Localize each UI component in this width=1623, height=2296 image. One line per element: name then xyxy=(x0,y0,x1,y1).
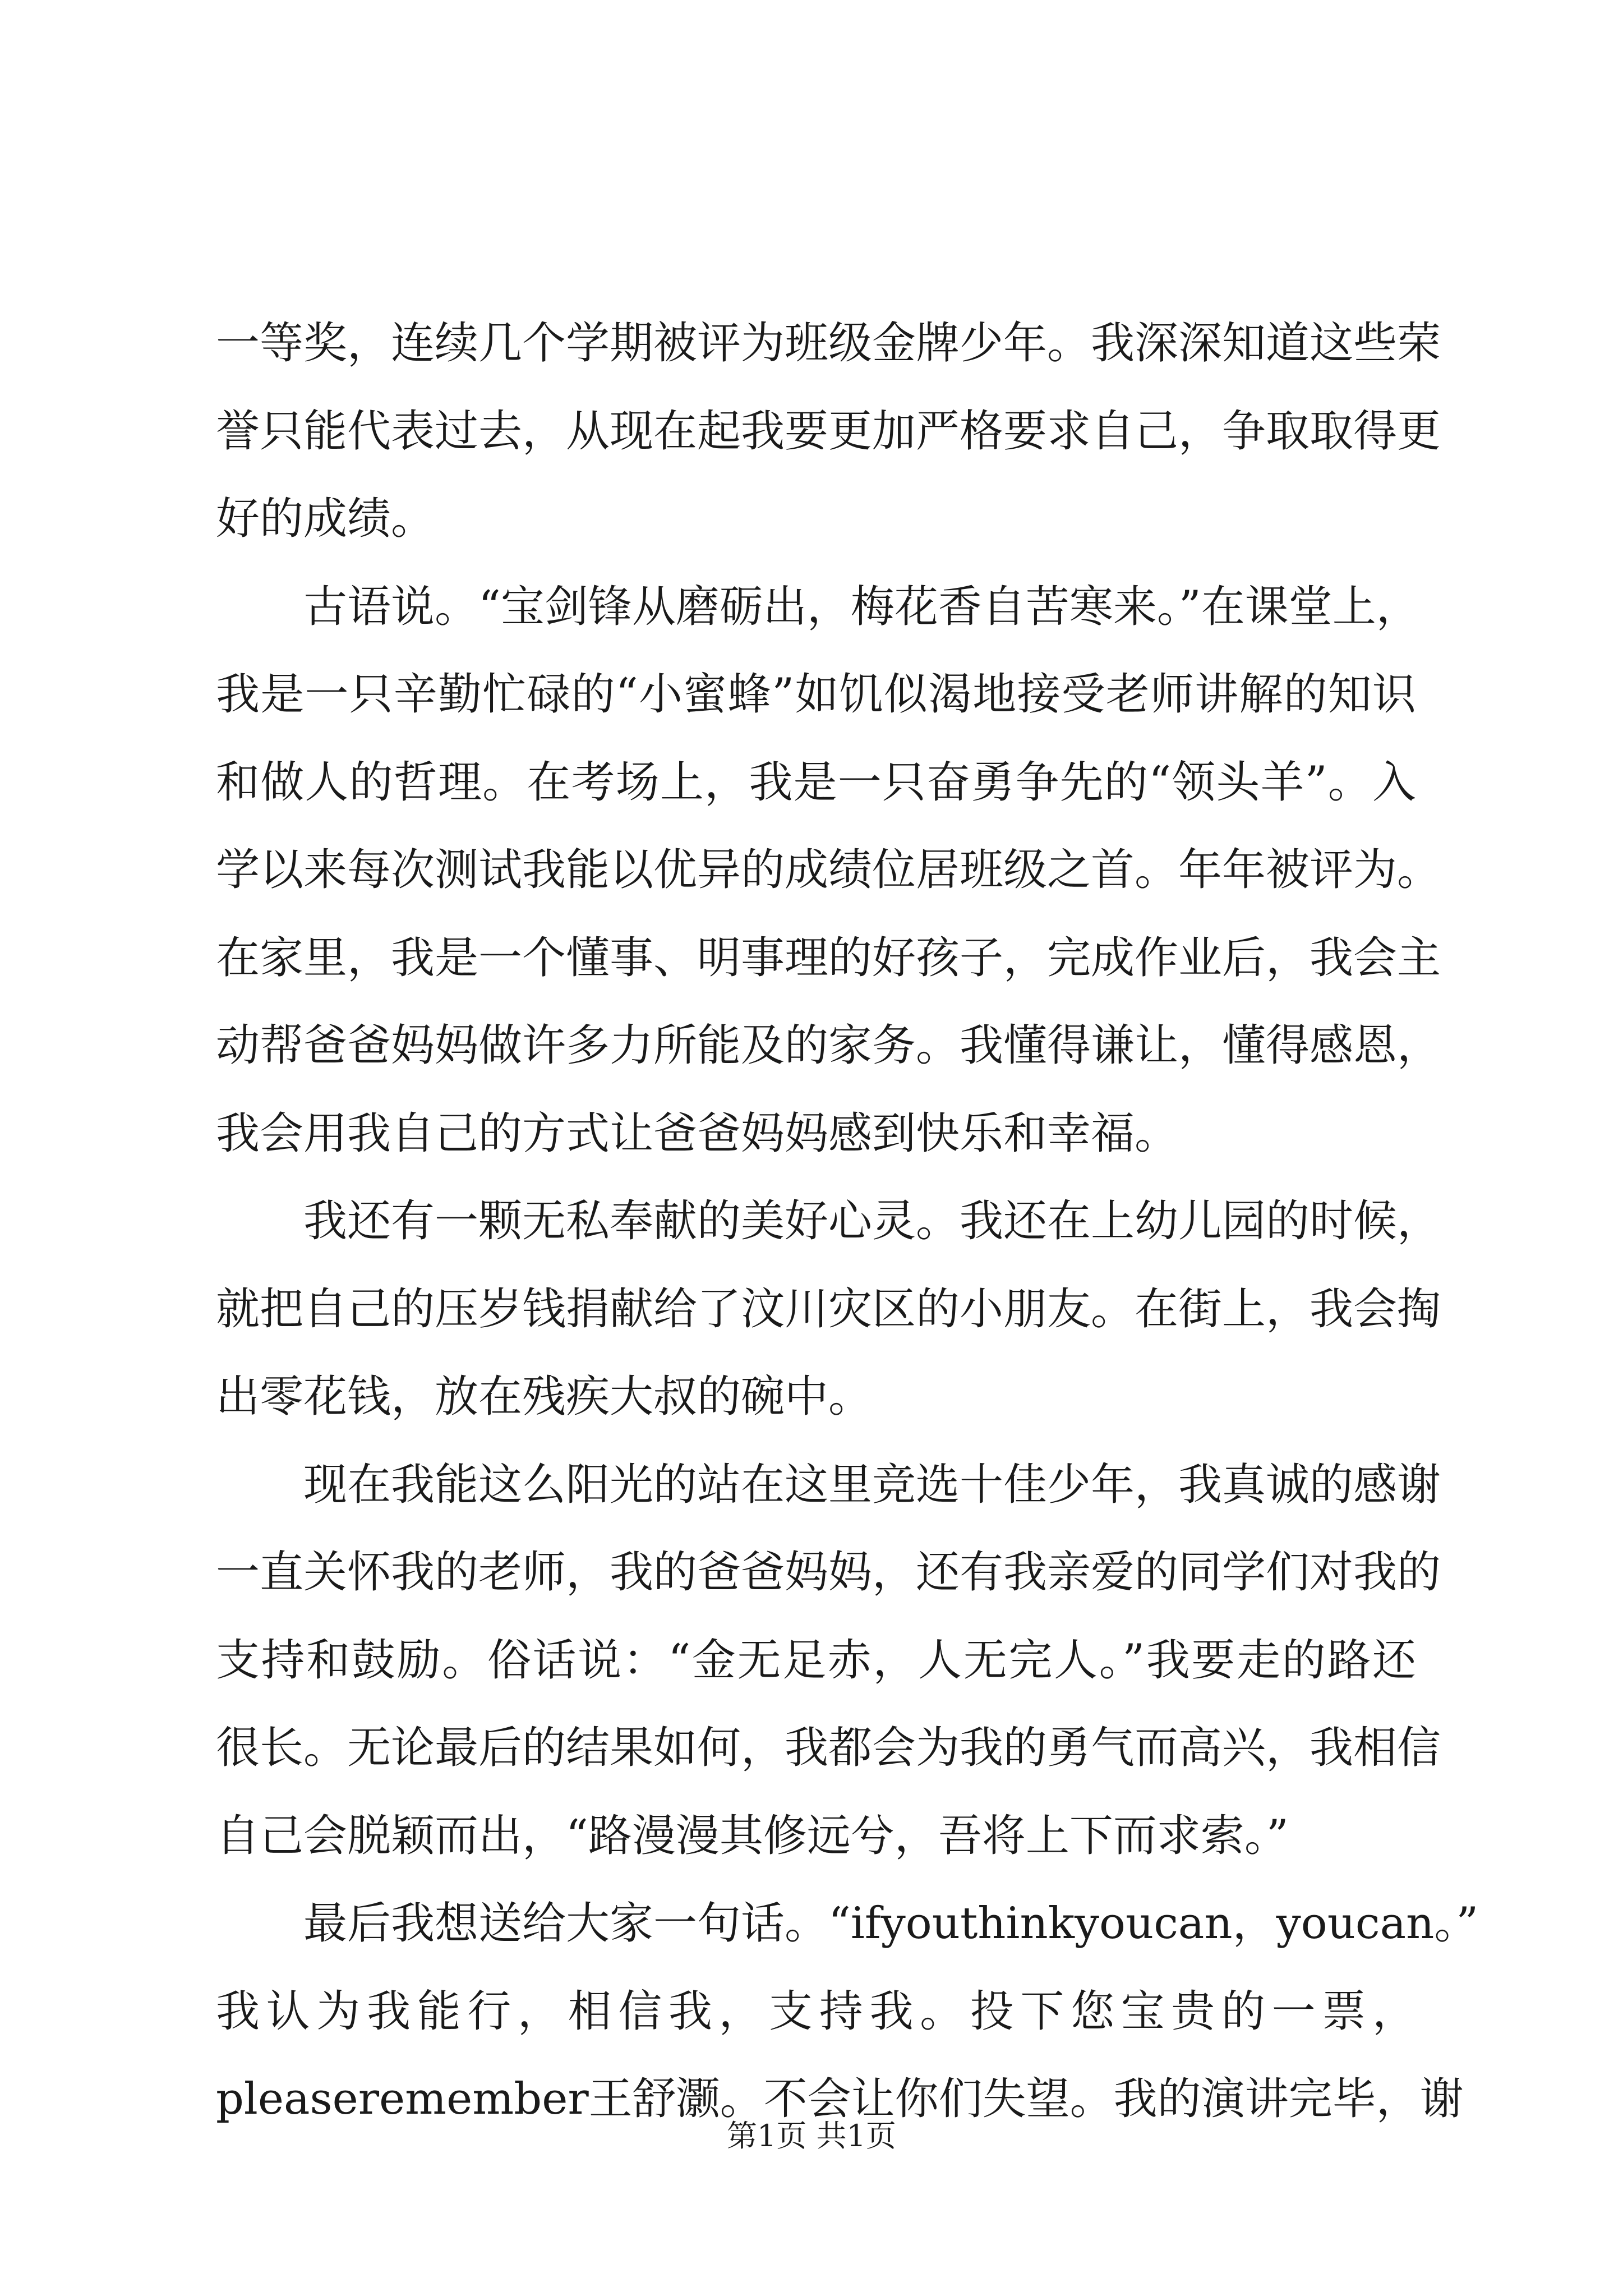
text-line: 我还有一颗无私奉献的美好心灵。我还在上幼儿园的时候， xyxy=(303,1196,1441,1246)
document-body xyxy=(216,300,1479,2143)
text-line: 好的成绩。 xyxy=(216,494,435,544)
text-line: 我会用我自己的方式让爸爸妈妈感到快乐和幸福。 xyxy=(216,1108,1179,1159)
text-line: 自己会脱颖而出，“路漫漫其修远兮，吾将上下而求索。” xyxy=(216,1810,1289,1861)
text-line: 最后我想送给大家一句话。“ifyouthinkyoucan，youcan。” xyxy=(303,1898,1479,1949)
text-line: 一等奖，连续几个学期被评为班级金牌少年。我深深知道这些荣 xyxy=(216,318,1441,369)
text-line: 誉只能代表过去，从现在起我要更加严格要求自己，争取取得更 xyxy=(216,406,1441,457)
paragraph-5 xyxy=(216,1880,1479,2143)
paragraph-1 xyxy=(216,300,1441,563)
text-line: 一直关怀我的老师，我的爸爸妈妈，还有我亲爱的同学们对我的 xyxy=(216,1547,1441,1598)
text-line: 就把自己的压岁钱捐献给了汶川灾区的小朋友。在街上，我会掏 xyxy=(216,1283,1441,1335)
text-line: 很长。无论最后的结果如何，我都会为我的勇气而高兴，我相信 xyxy=(216,1723,1441,1773)
text-line: 在家里，我是一个懂事、明事理的好孩子，完成作业后，我会主 xyxy=(216,932,1441,983)
text-line: 我认为我能行，相信我，支持我。投下您宝贵的一票， xyxy=(216,1986,1416,2037)
paragraph-4 xyxy=(216,1441,1441,1880)
text-line: 动帮爸爸妈妈做许多力所能及的家务。我懂得谦让，懂得感恩， xyxy=(216,1020,1441,1071)
paragraph-2 xyxy=(216,563,1441,1178)
page-footer: 第1页 共1页 xyxy=(727,2118,896,2154)
paragraph-3 xyxy=(216,1177,1441,1441)
text-line: 出零花钱，放在残疾大叔的碗中。 xyxy=(216,1372,873,1422)
text-line: 现在我能这么阳光的站在这里竞选十佳少年，我真诚的感谢 xyxy=(303,1459,1441,1510)
text-line: 和做人的哲理。在考场上，我是一只奋勇争先的“领头羊”。入 xyxy=(216,757,1416,808)
text-line: 支持和鼓励。俗话说：“金无足赤，人无完人。”我要走的路还 xyxy=(216,1635,1416,1686)
text-line: 古语说。“宝剑锋从磨砺出，梅花香自苦寒来。”在课堂上， xyxy=(303,581,1420,632)
text-line: pleaseremember王舒灏。不会让你们失望。我的演讲完毕，谢 xyxy=(216,2074,1464,2124)
text-line: 我是一只辛勤忙碌的“小蜜蜂”如饥似渴地接受老师讲解的知识 xyxy=(216,669,1416,720)
text-line: 学以来每次测试我能以优异的成绩位居班级之首。年年被评为。 xyxy=(216,845,1441,895)
